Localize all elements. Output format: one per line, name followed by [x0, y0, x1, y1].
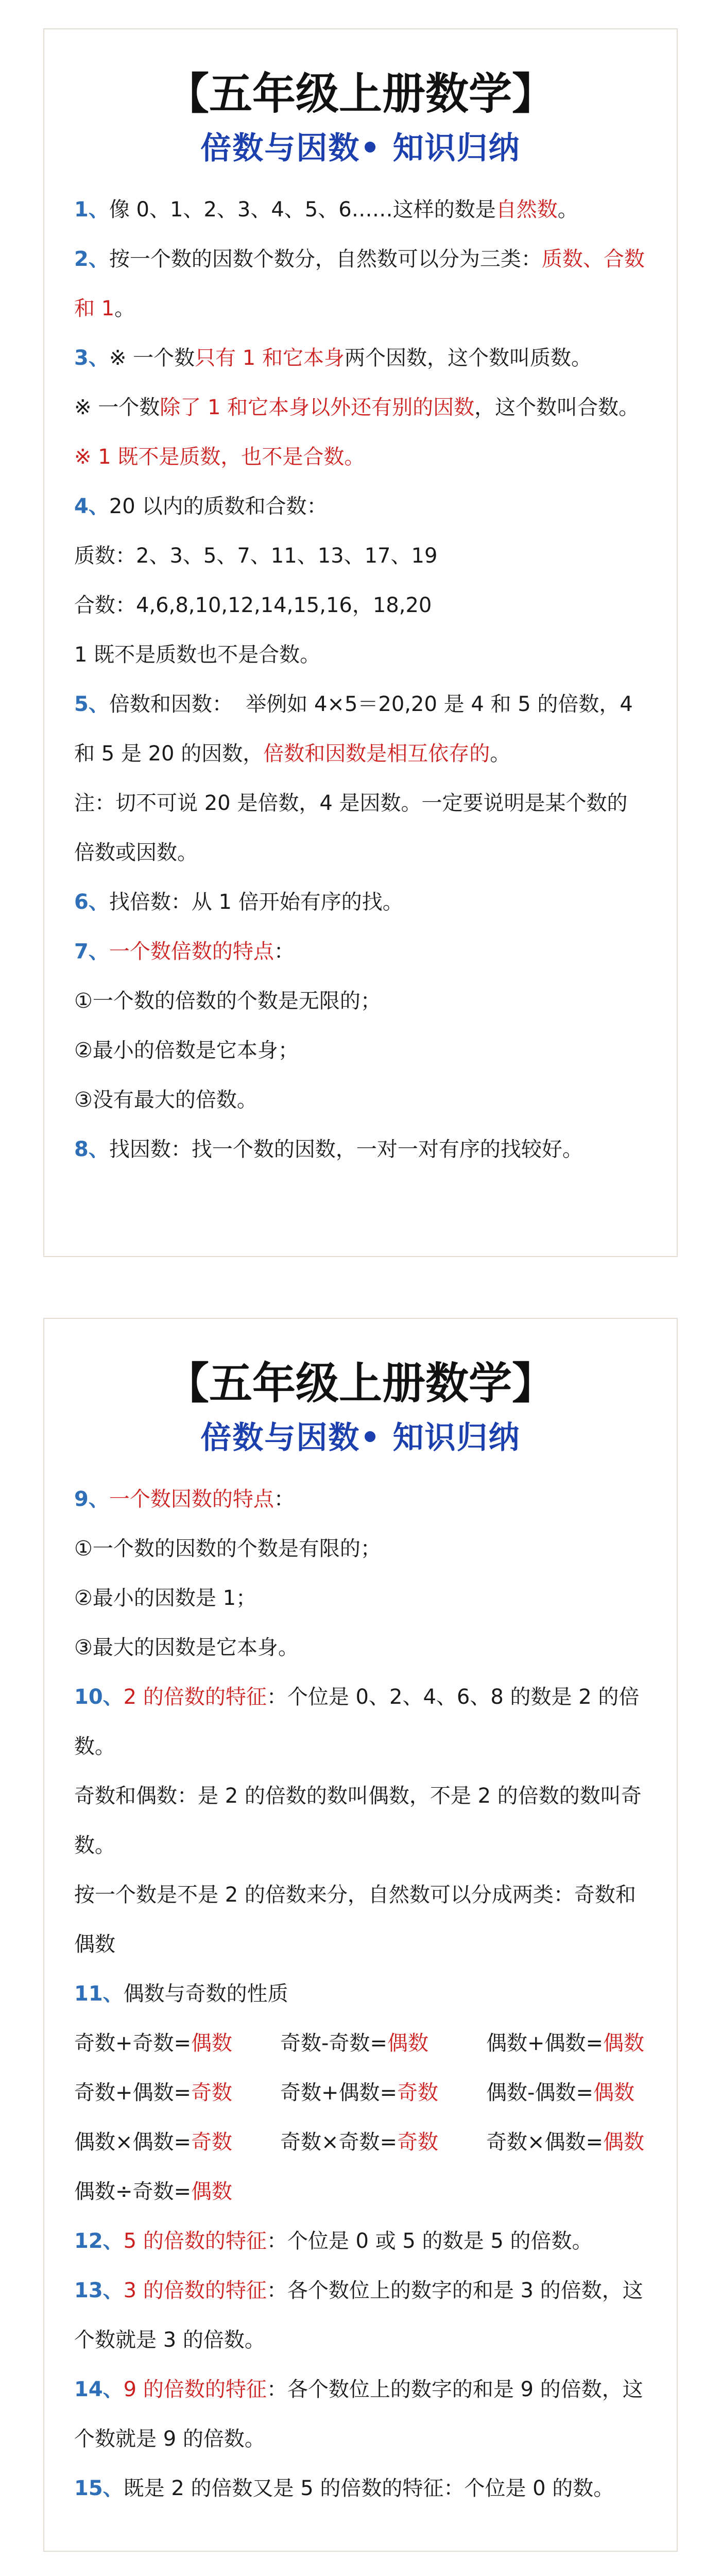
- parity-rules-grid: [74, 2019, 647, 2167]
- composites-list: 合数：4,6,8,10,12,14,15,16，18,20: [74, 594, 432, 617]
- odd-even-definition: 奇数和偶数：是 2 的倍数的数叫偶数，不是 2 的倍数的数叫奇数。: [74, 1784, 642, 1857]
- multiple-trait-1: ①一个数的倍数的个数是无限的；: [74, 989, 381, 1013]
- parity-rule: 奇数+奇数=偶数: [74, 2031, 233, 2055]
- parity-rule: 奇数+偶数=奇数: [280, 2081, 439, 2105]
- multiple-trait-2: ②最小的倍数是它本身；: [74, 1039, 299, 1062]
- one-note: ※ 1 既不是质数，也不是合数。: [74, 445, 365, 469]
- parity-rule: 奇数+偶数=奇数: [74, 2081, 233, 2105]
- point-9: 9、一个数因数的特点：: [74, 1487, 295, 1511]
- parity-rule: 奇数-奇数=偶数: [280, 2031, 428, 2055]
- factor-trait-2: ②最小的因数是 1；: [74, 1586, 257, 1610]
- knowledge-card-2: [43, 1318, 678, 2552]
- point-3: 3、※ 一个数只有 1 和它本身两个因数，这个数叫质数。: [74, 346, 592, 370]
- knowledge-card-1: [43, 28, 678, 1257]
- odd-even-classification: 按一个数是不是 2 的倍数来分，自然数可以分成两类：奇数和偶数: [74, 1883, 636, 1956]
- parity-rule: 奇数×偶数=偶数: [486, 2130, 645, 2154]
- factor-trait-3: ③最大的因数是它本身。: [74, 1636, 299, 1659]
- point-14: 14、9 的倍数的特征：各个数位上的数字的和是 9 的倍数，这个数就是 9 的倍数。: [74, 2378, 643, 2451]
- parity-rule-division: 偶数÷奇数=偶数: [74, 2180, 233, 2204]
- point-11: 11、偶数与奇数的性质: [74, 1982, 288, 2006]
- point-15: 15、既是 2 的倍数又是 5 的倍数的特征：个位是 0 的数。: [74, 2477, 614, 2500]
- point-1: 1、像 0、1、2、3、4、5、6……这样的数是自然数。: [74, 198, 578, 222]
- card-title: 【五年级上册数学】: [165, 1358, 555, 1409]
- point-8: 8、找因数：找一个数的因数，一对一对有序的找较好。: [74, 1138, 583, 1161]
- point-7: 7、一个数倍数的特点：: [74, 940, 295, 963]
- parity-rule: 偶数-偶数=偶数: [486, 2081, 634, 2105]
- note: 注：切不可说 20 是倍数，4 是因数。一定要说明是某个数的倍数或因数。: [74, 791, 628, 865]
- point-13: 13、3 的倍数的特征：各个数位上的数字的和是 3 的倍数，这个数就是 3 的倍数。: [74, 2279, 643, 2352]
- point-5: 5、倍数和因数： 举例如 4×5＝20,20 是 4 和 5 的倍数，4 和 5 是 20 的因数，倍数和因数是相互依存的。: [74, 692, 640, 766]
- card-title: 【五年级上册数学】: [165, 68, 555, 119]
- composite-definition: ※ 一个数除了 1 和它本身以外还有别的因数，这个数叫合数。: [74, 396, 640, 419]
- point-10: 10、2 的倍数的特征：个位是 0、2、4、6、8 的数是 2 的倍数。: [74, 1685, 640, 1758]
- point-2: 2、按一个数的因数个数分，自然数可以分为三类：质数、合数和 1。: [74, 247, 645, 320]
- point-12: 12、5 的倍数的特征：个位是 0 或 5 的数是 5 的倍数。: [74, 2229, 593, 2253]
- parity-rule: 偶数×偶数=奇数: [74, 2130, 233, 2154]
- one-neither: 1 既不是质数也不是合数。: [74, 643, 321, 667]
- primes-list: 质数：2、3、5、7、11、13、17、19: [74, 544, 438, 568]
- multiple-trait-3: ③没有最大的倍数。: [74, 1088, 258, 1112]
- parity-rule: 奇数×奇数=奇数: [280, 2130, 439, 2154]
- card-subtitle: 倍数与因数• 知识归纳: [200, 1420, 521, 1456]
- parity-rule: 偶数+偶数=偶数: [486, 2031, 645, 2055]
- card-subtitle: 倍数与因数• 知识归纳: [200, 130, 521, 166]
- point-4: 4、20 以内的质数和合数：: [74, 495, 328, 518]
- point-6: 6、找倍数：从 1 倍开始有序的找。: [74, 890, 403, 914]
- factor-trait-1: ①一个数的因数的个数是有限的；: [74, 1537, 381, 1561]
